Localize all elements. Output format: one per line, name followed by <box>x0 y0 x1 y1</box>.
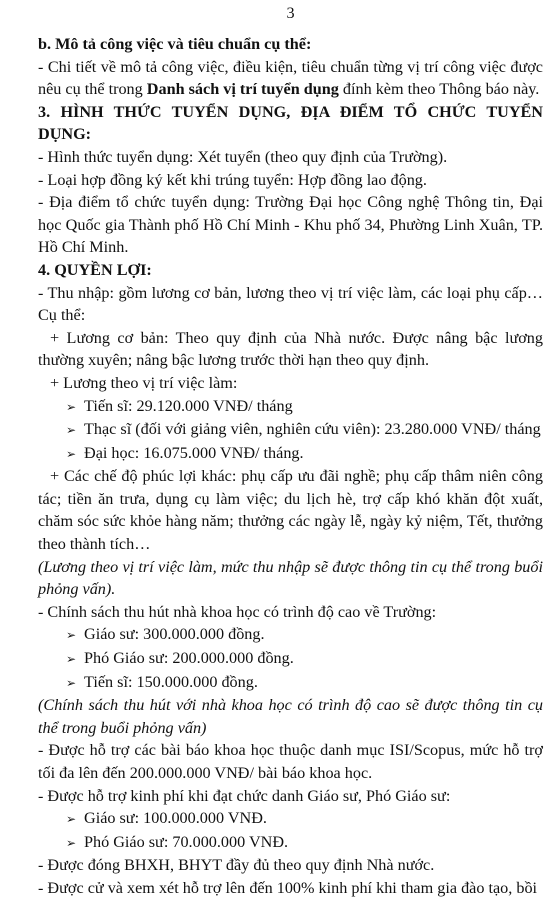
section-4-title: 4. QUYỀN LỢI: <box>38 260 152 279</box>
attraction-policy-title: - Chính sách thu hút nhà khoa học có trình độ cao về Trường: <box>38 602 437 621</box>
training-support: - Được cử và xem xét hỗ trợ lên đến 100% kinh phí khi tham gia đào tạo, bồi <box>38 878 538 897</box>
list-item: ➢ Tiến sĩ: 29.120.000 VNĐ/ tháng <box>38 395 543 419</box>
arrow-bullet-icon: ➢ <box>66 628 77 643</box>
section-b-detail <box>38 56 543 101</box>
arrow-bullet-icon: ➢ <box>66 399 77 414</box>
page-number: 3 <box>286 4 295 22</box>
title-support-title: - Được hỗ trợ kinh phí khi đạt chức danh Giáo sư, Phó Giáo sư: <box>38 786 451 805</box>
paper-support: - Được hỗ trợ các bài báo khoa học thuộc danh mục ISI/Scopus, mức hỗ trợ tối đa lên đến 200.000.000 VNĐ/ bài báo khoa học. <box>38 741 543 782</box>
welfare-benefits: + Các chế độ phúc lợi khác: phụ cấp ưu đãi nghề; phụ cấp thâm niên công tác; tiền ăn trưa, dụng cụ làm việc; du lịch hè, trợ cấp khó khăn đột xuất, chăm sóc sức khỏe hàng năm; thưởng các ngày lễ, ngày kỷ niệm, Tết, thưởng theo thành tích… <box>38 467 543 554</box>
contract-type: - Loại hợp đồng ký kết khi trúng tuyển: Hợp đồng lao động. <box>38 170 427 189</box>
section-b-title: b. Mô tả công việc và tiêu chuẩn cụ thể: <box>38 35 312 53</box>
arrow-bullet-icon: ➢ <box>66 675 77 690</box>
arrow-bullet-icon: ➢ <box>66 812 77 827</box>
arrow-bullet-icon: ➢ <box>66 835 77 850</box>
list-item: ➢ Phó Giáo sư: 200.000.000 đồng. <box>38 647 543 671</box>
income-intro: - Thu nhập: gồm lương cơ bản, lương theo vị trí việc làm, các loại phụ cấp… Cụ thể: <box>38 283 543 325</box>
section-b-detail-pre: - Chi tiết về mô tả công việc, điều kiện, tiêu chuẩn từng vị trí công việc được nêu cụ thể trong <box>38 57 543 99</box>
section-b-detail-post: đính kèm theo Thông báo này. <box>338 80 540 99</box>
arrow-bullet-icon: ➢ <box>66 446 77 461</box>
recruitment-form: - Hình thức tuyển dụng: Xét tuyển (theo quy định của Trường). <box>38 147 448 166</box>
list-item: ➢ Thạc sĩ (đối với giảng viên, nghiên cứu viên): 23.280.000 VNĐ/ tháng <box>38 418 543 442</box>
position-salary-title: + Lương theo vị trí việc làm: <box>50 373 238 392</box>
insurance: - Được đóng BHXH, BHYT đầy đủ theo quy định Nhà nước. <box>38 856 435 875</box>
attraction-note: (Chính sách thu hút với nhà khoa học có trình độ cao sẽ được thông tin cụ thể trong buổi phỏng vấn) <box>38 696 543 737</box>
section-3-title: 3. HÌNH THỨC TUYỂN DỤNG, ĐỊA ĐIỂM TỔ CHỨC TUYỂN DỤNG: <box>38 102 543 144</box>
arrow-bullet-icon: ➢ <box>66 652 77 667</box>
list-item: ➢ Giáo sư: 100.000.000 VNĐ. <box>38 807 543 831</box>
income-note: (Lương theo vị trí việc làm, mức thu nhập sẽ được thông tin cụ thể trong buổi phỏng vấn). <box>38 557 543 599</box>
base-salary: + Lương cơ bản: Theo quy định của Nhà nước. Được nâng bậc lương thường xuyên; nâng bậc lương trước thời hạn theo quy định. <box>38 328 543 370</box>
list-item: ➢ Giáo sư: 300.000.000 đồng. <box>38 623 543 647</box>
recruitment-location: - Địa điểm tổ chức tuyển dụng: Trường Đại học Công nghệ Thông tin, Đại học Quốc gia Thành phố Hồ Chí Minh - Khu phố 34, Phường Linh Xuân, TP. Hồ Chí Minh. <box>38 193 543 257</box>
list-item: ➢ Phó Giáo sư: 70.000.000 VNĐ. <box>38 831 543 855</box>
list-item: ➢ Tiến sĩ: 150.000.000 đồng. <box>38 671 543 695</box>
position-list-reference: Danh sách vị trí tuyển dụng <box>146 80 339 99</box>
list-item: ➢ Đại học: 16.075.000 VNĐ/ tháng. <box>38 442 543 466</box>
arrow-bullet-icon: ➢ <box>66 423 77 438</box>
